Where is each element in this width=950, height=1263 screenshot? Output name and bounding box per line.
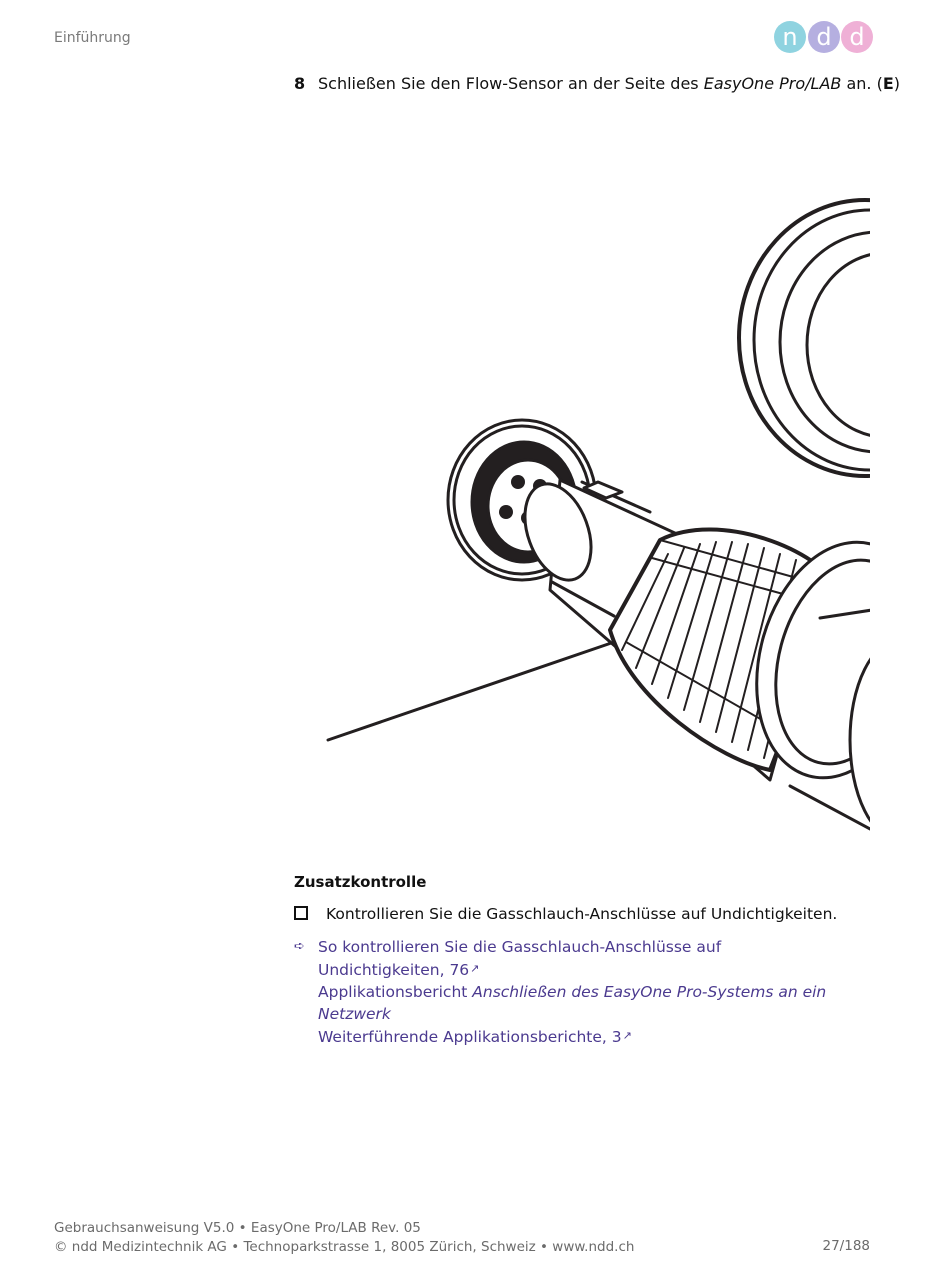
application-report-label: Applikationsbericht [318,983,473,1001]
footer-line-1: Gebrauchsanweisung V5.0 • EasyOne Pro/LAB Rev. 05 [54,1220,421,1236]
step-text-after: an. ( [841,74,883,93]
device-housing [739,200,872,476]
ndd-logo [774,20,874,54]
link-gas-hose-check[interactable] [318,936,838,958]
application-report-title-cont: Netzwerk [318,1005,391,1023]
sensor-cable [328,640,620,740]
step-number: 8 [294,74,306,93]
step-text-before: Schließen Sie den Flow-Sensor an der Seite des [318,74,704,93]
application-report-title: Anschließen des EasyOne Pro-Systems an ein [472,983,827,1001]
logo-letter-n: n [782,23,798,51]
external-link-icon: ↗ [622,1029,632,1042]
flow-sensor-illustration [300,180,872,840]
checkbox[interactable] [294,906,308,920]
section-heading: Zusatzkontrolle [294,873,427,891]
checklist-item-text: Kontrollieren Sie die Gasschlauch-Anschlüsse auf Undichtigkeiten. [326,905,838,923]
step-figure-ref: E [882,74,894,93]
checklist-item [294,905,837,923]
page-number: 27/188 [822,1238,870,1254]
footer-line-2: © ndd Medizintechnik AG • Technoparkstrasse 1, 8005 Zürich, Schweiz • www.ndd.ch [54,1239,635,1255]
link-gas-hose-check-line2: Undichtigkeiten, 76 [318,961,470,979]
external-link-icon: ↗ [470,962,480,975]
footer [54,1219,634,1257]
step-product-name: EasyOne Pro/LAB [703,74,842,93]
link-further-reports[interactable] [318,1025,838,1048]
step-instruction [294,74,900,93]
link-further-reports-text: Weiterführende Applikationsberichte, 3 [318,1028,622,1046]
logo-letter-d2: d [849,23,865,51]
link-gas-hose-check-line1: So kontrollieren Sie die Gasschlauch-Anschlüsse auf [318,938,722,956]
application-report-line [318,981,838,1003]
step-close-paren: ) [893,74,900,93]
logo-letter-d1: d [816,23,832,51]
header-section-title: Einführung [54,30,131,46]
link-arrow-icon: ➪ [294,939,305,954]
related-links [294,936,838,1048]
link-gas-hose-check-page[interactable] [318,958,838,981]
